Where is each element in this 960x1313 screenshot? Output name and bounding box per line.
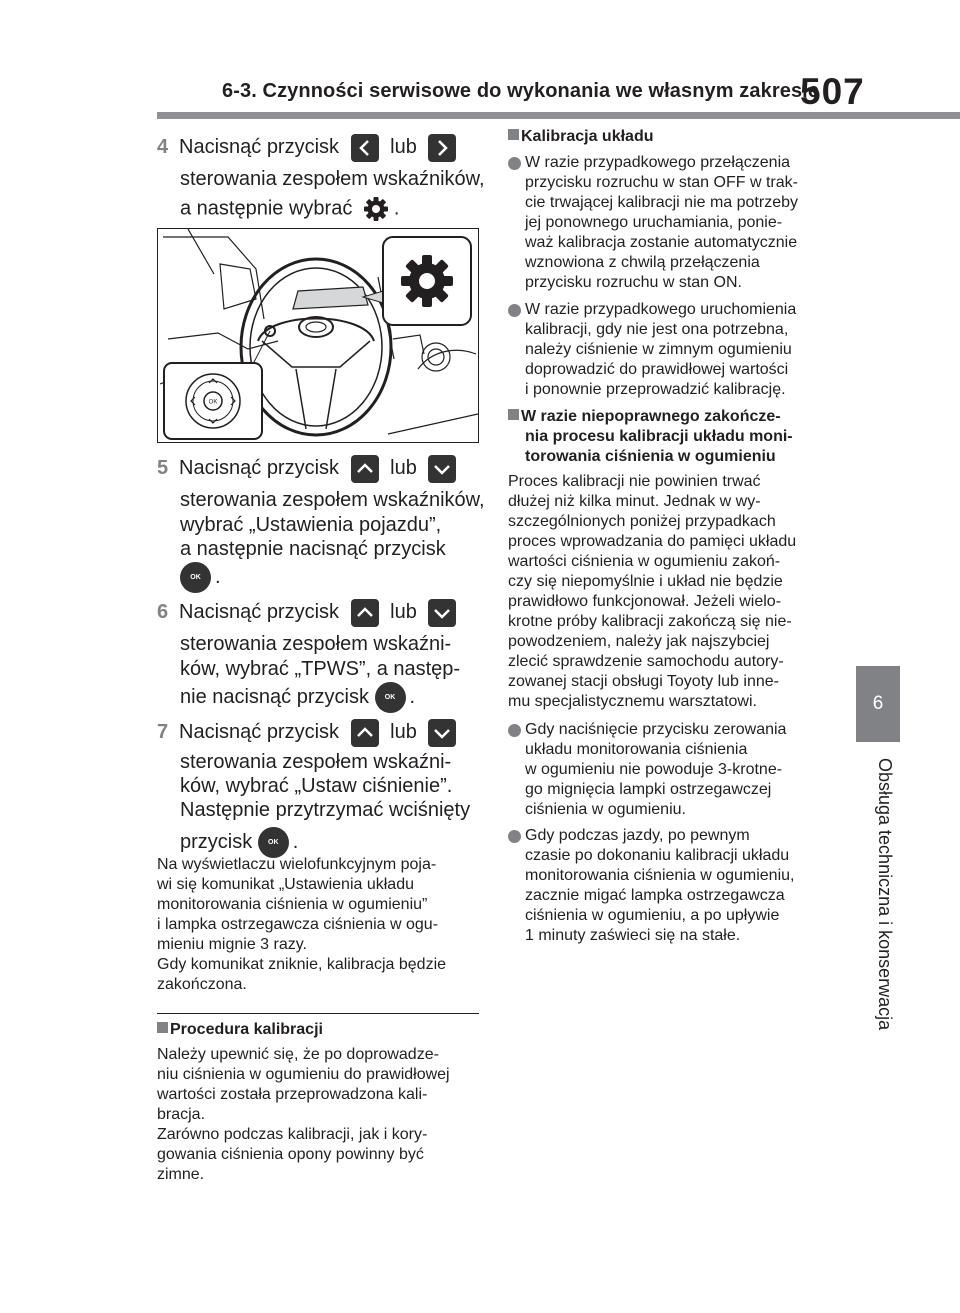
incorrect-bullet-2: Gdy podczas jazdy, po pewnym czasie po dokonaniu kalibracji układu monitorowania ciśnienia w ogumieniu, zacznie migać lampka ostrzegawcza ciśnienia w ogumieniu, a po upływie 1 minuty zaświeci się na stałe. <box>508 826 838 946</box>
ok-label: OK <box>208 399 218 406</box>
step-5-line-5: OK . <box>180 562 221 593</box>
procedure-heading: Procedura kalibracji <box>157 1020 323 1040</box>
chapter-label: Obsługa techniczna i konserwacja <box>875 758 895 1031</box>
chevron-up-icon <box>351 455 379 483</box>
step-6-line-3: ków, wybrać „TPWS”, a następ- <box>180 658 461 680</box>
running-header: 6-3. Czynności serwisowe do wykonania we własnym zakresie <box>222 80 820 102</box>
step-6-line-4: nie nacisnąć przycisk OK . <box>180 682 415 713</box>
round-bullet-icon <box>508 157 521 170</box>
page-number: 507 <box>800 71 865 112</box>
gear-icon <box>362 195 390 223</box>
step-4-line-3: a następnie wybrać . <box>180 195 399 223</box>
calibration-heading: Kalibracja układu <box>508 127 654 147</box>
chevron-down-icon <box>428 599 456 627</box>
step-7-note: Na wyświetlaczu wielofunkcyjnym poja- wi się komunikat „Ustawienia układu monitorowania ciśnienia w ogumieniu” i lampka ostrzegawcza ciśnienia w ogu- mieniu mignie 3 razy. Gdy komunikat zniknie, kalibracja będzie zakończona. <box>157 856 447 993</box>
incorrect-paragraph: Proces kalibracji nie powinien trwać dłużej niż kilka minut. Jednak w wy- szczególnionych poniżej przypadkach proces wprowadzania do pamięci układu wartości ciśnienia w ogumieniu zakoń- czy się niepomyślnie i układ nie będzie prawidłowo funkcjonował. Jeżeli wielo- krotne próby kalibracji zakończą się nie- powodzeniem, należy jak najszybciej zlecić sprawdzenie samochodu autory- zowanej stacji obsługi Toyoty lub inne- mu specjalistycznemu warsztatowi. <box>508 473 797 710</box>
step-7-line-2: sterowania zespołem wskaźni- <box>180 751 452 773</box>
ok-button-icon: OK <box>180 562 211 593</box>
step-4-line-2: sterowania zespołem wskaźników, <box>180 168 485 190</box>
step-7-line-4: Następnie przytrzymać wciśnięty <box>180 799 471 821</box>
square-bullet-icon <box>157 1022 168 1033</box>
chevron-up-icon <box>351 719 379 747</box>
ok-button-icon: OK <box>258 827 289 858</box>
calibration-bullet-2: W razie przypadkowego uruchomienia kalibracji, gdy nie jest ona potrzebna, należy ciśnienie w zimnym ogumieniu doprowadzić do prawidłowej wartości i ponownie przeprowadzić kalibrację. <box>508 300 838 400</box>
step-5-line-3: wybrać „Ustawienia pojazdu”, <box>180 514 442 536</box>
header-rule <box>157 112 960 119</box>
step-6: 6 Nacisnąć przycisk lub <box>157 596 462 629</box>
chevron-down-icon <box>428 455 456 483</box>
incorrect-bullet-1: Gdy naciśnięcie przycisku zerowania układu monitorowania ciśnienia w ogumieniu nie powoduje 3-krotne- go mignięcia lampki ostrzegawczej ciśnienia w ogumieniu. <box>508 720 838 820</box>
round-bullet-icon <box>508 830 521 843</box>
ok-button-icon: OK <box>375 682 406 713</box>
step-5: 5 Nacisnąć przycisk lub <box>157 452 462 485</box>
square-bullet-icon <box>508 409 519 420</box>
step-7: 7 Nacisnąć przycisk lub <box>157 716 462 749</box>
step-7-line-3: ków, wybrać „Ustaw ciśnienie”. <box>180 775 453 797</box>
chapter-tab: 6 <box>856 666 900 742</box>
step-6-line-2: sterowania zespołem wskaźni- <box>180 633 452 655</box>
step-5-line-4: a następnie nacisnąć przycisk <box>180 538 446 560</box>
step-5-line-2: sterowania zespołem wskaźników, <box>180 489 485 511</box>
section-divider <box>157 1013 479 1014</box>
square-bullet-icon <box>508 129 519 140</box>
round-bullet-icon <box>508 304 521 317</box>
procedure-text: Należy upewnić się, że po doprowadze- niu ciśnienia w ogumieniu do prawidłowej wartości została przeprowadzona kali- bracja. Zarówno podczas kalibracji, jak i kory- gowania ciśnienia opony powinny być zimne. <box>157 1046 450 1183</box>
round-bullet-icon <box>508 724 521 737</box>
chevron-left-icon <box>351 134 379 162</box>
step-7-line-5: przycisk OK . <box>180 827 298 858</box>
calibration-bullet-1: W razie przypadkowego przełączenia przycisku rozruchu w stan OFF w trak- cie trwającej kalibracji nie ma potrzeby jej ponownego uruchamiania, ponie- waż kalibracja zostanie automatycznie wznowiona z chwilą przełączenia przycisku rozruchu w stan ON. <box>508 153 838 293</box>
incorrect-heading: W razie niepoprawnego zakończe- nia procesu kalibracji układu moni- torowania ciśnienia w ogumieniu <box>508 407 848 467</box>
chevron-down-icon <box>428 719 456 747</box>
chevron-up-icon <box>351 599 379 627</box>
steering-wheel-illustration <box>157 228 479 443</box>
chevron-right-icon <box>428 134 456 162</box>
step-4: 4 Nacisnąć przycisk lub <box>157 131 462 164</box>
